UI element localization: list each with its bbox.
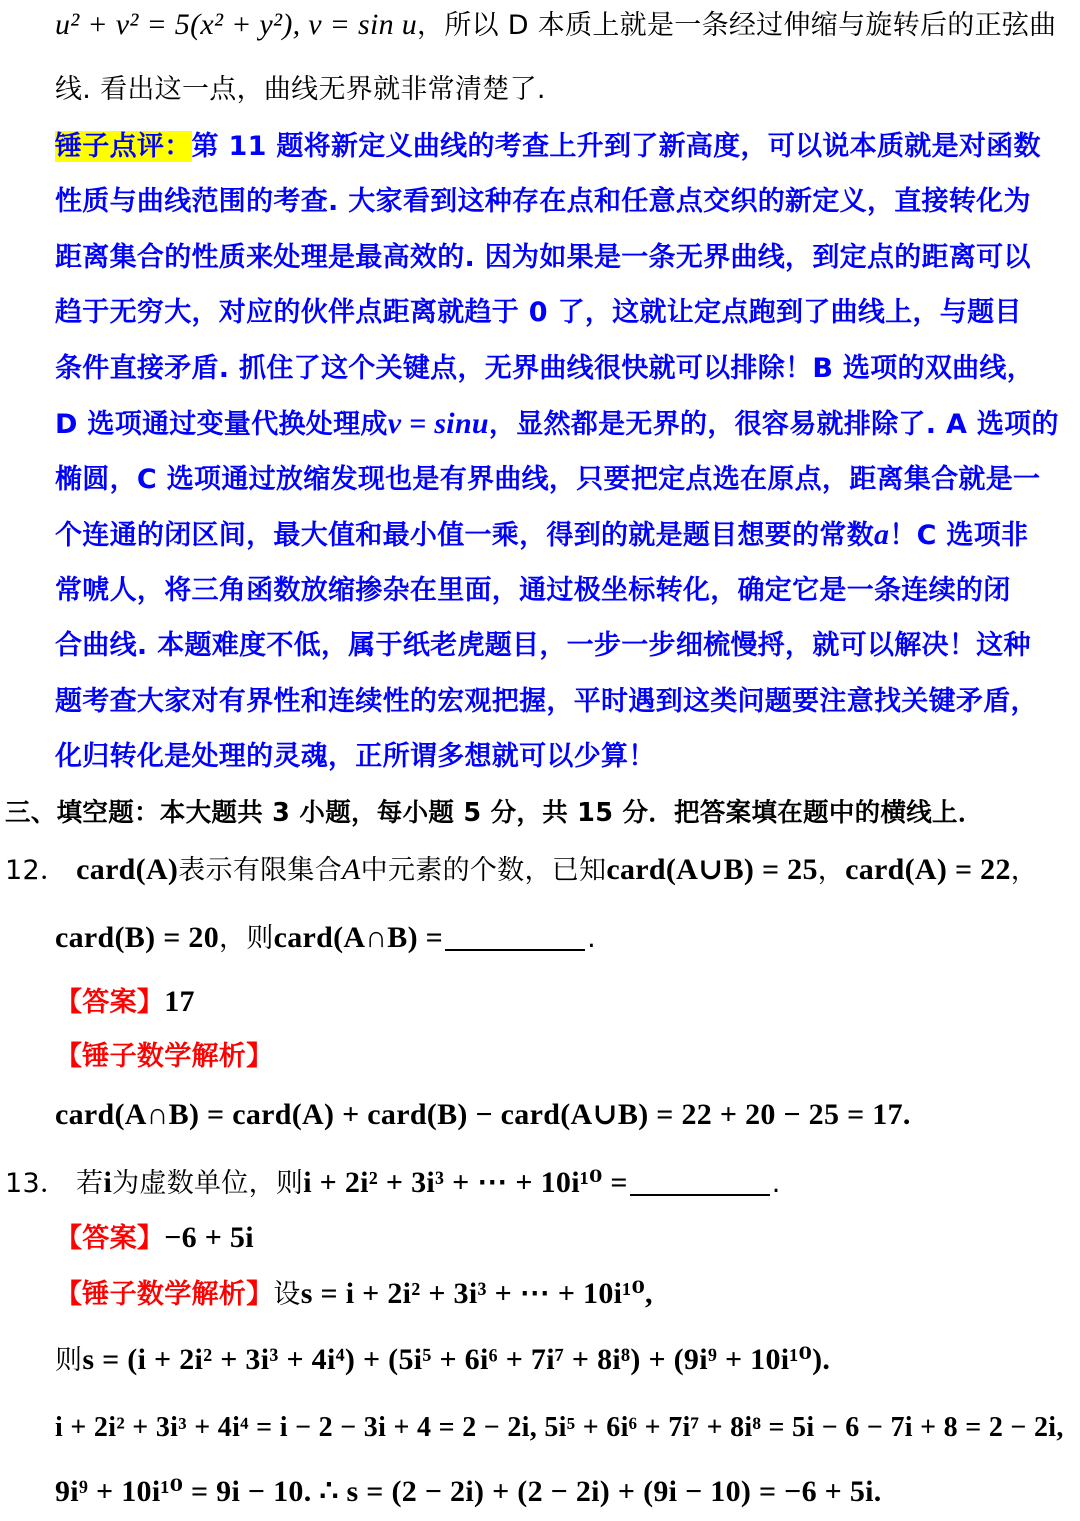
q13-text-3: . bbox=[771, 1168, 781, 1199]
comment-text-8a: 个连通的闭区间，最大值和最小值一乘，得到的就是题目想要的常数 bbox=[55, 520, 874, 551]
comment-line-4 bbox=[55, 293, 1022, 333]
q12-text-5: ，则 bbox=[219, 923, 274, 954]
top-line-2 bbox=[55, 70, 546, 110]
q13-solution-line-4 bbox=[55, 1472, 882, 1513]
q12-text-3: ， bbox=[817, 855, 846, 886]
q12-text-4: ， bbox=[1010, 855, 1039, 886]
q13-text-4: 设 bbox=[273, 1279, 301, 1310]
comment-text-12: 化归转化是处理的灵魂，正所谓多想就可以少算！ bbox=[55, 741, 656, 772]
q12-line-2 bbox=[55, 918, 596, 959]
q12-answer-label: 【答案】 bbox=[55, 987, 165, 1018]
comment-line-2 bbox=[55, 182, 1031, 222]
q13-solution-line-2 bbox=[55, 1340, 830, 1381]
q12-math-a: A bbox=[342, 853, 361, 886]
q13-solution-line-3 bbox=[55, 1408, 1064, 1448]
q13-math-i: i bbox=[103, 1166, 113, 1199]
q13-math-sum: i + 2i² + 3i³ + ⋯ + 10i¹⁰ = bbox=[303, 1166, 628, 1199]
comment-text-6b: ，显然都是无界的，很容易就排除了. A 选项的 bbox=[488, 409, 1059, 440]
q12-text-2: 中元素的个数，已知 bbox=[360, 855, 607, 886]
q13-text-5: 则 bbox=[55, 1345, 83, 1376]
comment-label: 锤子点评： bbox=[55, 131, 192, 162]
q12-text-1: 表示有限集合 bbox=[178, 855, 343, 886]
q12-math-intersection: card(A∩B) = bbox=[273, 921, 444, 954]
q12-answer-blank bbox=[445, 921, 585, 951]
comment-line-1 bbox=[55, 127, 1041, 167]
q13-text-2: 为虚数单位，则 bbox=[112, 1168, 304, 1199]
q12-line-1 bbox=[5, 850, 1038, 891]
q13-analysis-line bbox=[55, 1274, 653, 1315]
q13-solution-2: s = (i + 2i² + 3i³ + 4i⁴) + (5i⁵ + 6i⁶ + 7i⁷ + 8i⁸) + (9i⁹ + 10i¹⁰). bbox=[82, 1343, 831, 1376]
comment-line-11 bbox=[55, 682, 1038, 722]
comment-text-11: 题考查大家对有界性和连续性的宏观把握，平时遇到这类问题要注意找关键矛盾， bbox=[55, 686, 1038, 717]
comment-line-10 bbox=[55, 626, 1031, 666]
q13-number: 13． bbox=[5, 1168, 68, 1199]
comment-line-6 bbox=[55, 404, 1059, 445]
q13-text-1: 若 bbox=[76, 1168, 104, 1199]
comment-text-2: 性质与曲线范围的考查. 大家看到这种存在点和任意点交织的新定义，直接转化为 bbox=[55, 186, 1031, 217]
comment-text-10: 合曲线. 本题难度不低，属于纸老虎题目，一步一步细梳慢捋，就可以解决！这种 bbox=[55, 630, 1031, 661]
comment-text-6a: D 选项通过变量代换处理成 bbox=[55, 409, 388, 440]
comment-line-3 bbox=[55, 238, 1031, 278]
comment-line-12 bbox=[55, 737, 656, 777]
comment-text-9: 常唬人，将三角函数放缩掺杂在里面，通过极坐标转化，确定它是一条连续的闭 bbox=[55, 575, 1011, 606]
comment-text-3: 距离集合的性质来处理是最高效的. 因为如果是一条无界曲线，到定点的距离可以 bbox=[55, 242, 1031, 273]
comment-text-1: 第 11 题将新定义曲线的考查上升到了新高度，可以说本质就是对函数 bbox=[191, 131, 1041, 162]
q13-solution-1: s = i + 2i² + 3i³ + ⋯ + 10i¹⁰, bbox=[300, 1277, 653, 1310]
q12-number: 12． bbox=[5, 855, 68, 886]
q12-solution-math: card(A∩B) = card(A) + card(B) − card(A∪B) = 22 + 20 − 25 = 17. bbox=[55, 1098, 911, 1131]
top-line-1 bbox=[55, 5, 1056, 46]
comment-text-4: 趋于无穷大，对应的伙伴点距离就趋于 0 了，这就让定点跑到了曲线上，与题目 bbox=[55, 297, 1022, 328]
q13-answer-blank bbox=[630, 1166, 770, 1196]
comment-line-9 bbox=[55, 571, 1011, 611]
comment-text-7: 椭圆，C 选项通过放缩发现也是有界曲线，只要把定点选在原点，距离集合就是一 bbox=[55, 464, 1041, 495]
q12-math-card-a-22: card(A) = 22 bbox=[845, 853, 1011, 886]
comment-line-8 bbox=[55, 515, 1028, 556]
comment-line-7 bbox=[55, 460, 1040, 500]
q13-answer-line bbox=[55, 1218, 254, 1259]
comment-text-5: 条件直接矛盾. 抓住了这个关键点，无界曲线很快就可以排除！B 选项的双曲线， bbox=[55, 353, 1035, 384]
q12-analysis-label: 【锤子数学解析】 bbox=[55, 1041, 274, 1072]
q12-math-card-a: card(A) bbox=[76, 853, 179, 886]
q12-solution bbox=[55, 1095, 911, 1136]
q13-answer: −6 + 5i bbox=[164, 1221, 254, 1254]
top-text-2: 线. 看出这一点，曲线无界就非常清楚了. bbox=[55, 74, 546, 105]
q13-solution-4: 9i⁹ + 10i¹⁰ = 9i − 10. ∴ s = (2 − 2i) + (2 − 2i) + (9i − 10) = −6 + 5i. bbox=[55, 1475, 882, 1508]
top-formula: u² + v² = 5(x² + y²), v = sin u bbox=[55, 8, 418, 41]
q12-answer-line bbox=[55, 982, 195, 1023]
q12-text-6: . bbox=[587, 923, 596, 954]
q13-analysis-label: 【锤子数学解析】 bbox=[55, 1279, 274, 1310]
q12-math-card-b: card(B) = 20 bbox=[55, 921, 220, 954]
q12-math-union: card(A∪B) = 25 bbox=[606, 853, 818, 886]
comment-math-a: a bbox=[874, 518, 890, 551]
comment-text-8b: ！C 选项非 bbox=[889, 520, 1029, 551]
top-text-1: ，所以 D 本质上就是一条经过伸缩与旋转后的正弦曲 bbox=[417, 10, 1057, 41]
comment-line-5 bbox=[55, 349, 1034, 389]
comment-math-sinu: v = sinu bbox=[387, 407, 489, 440]
q12-answer: 17 bbox=[164, 985, 195, 1018]
section-heading: 三、填空题：本大题共 3 小题，每小题 5 分，共 15 分．把答案填在题中的横线上． bbox=[5, 798, 984, 828]
q13-answer-label: 【答案】 bbox=[55, 1223, 165, 1254]
q13-line-1 bbox=[5, 1163, 781, 1204]
q13-solution-3: i + 2i² + 3i³ + 4i⁴ = i − 2 − 3i + 4 = 2 − 2i, 5i⁵ + 6i⁶ + 7i⁷ + 8i⁸ = 5i − 6 − 7i + 8 = 2 − 2i, bbox=[55, 1412, 1064, 1443]
